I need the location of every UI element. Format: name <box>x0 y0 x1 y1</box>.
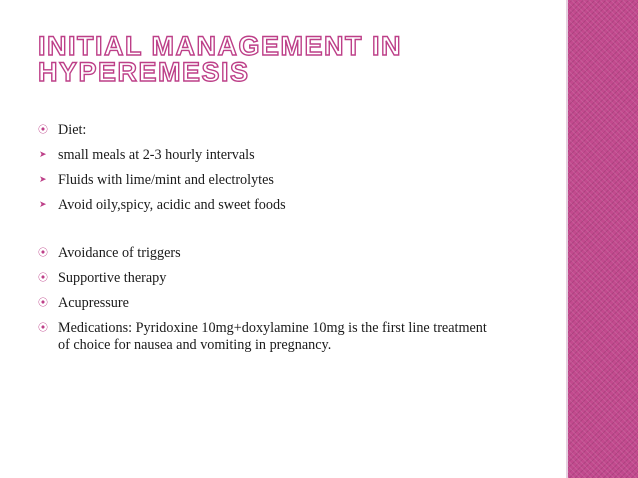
list-item <box>38 122 498 139</box>
circled-dot-bullet-icon: ⦿ <box>38 323 48 334</box>
list-item-text: Medications: Pyridoxine 10mg+doxylamine 10mg is the first line treatment of choice for nausea and vomiting in pregnancy. <box>58 320 487 353</box>
list-item-text: Diet: <box>58 122 87 138</box>
list-item-text: Supportive therapy <box>58 270 167 286</box>
arrowhead-bullet-icon: ➤ <box>39 200 47 210</box>
list-item <box>38 147 498 164</box>
list-item <box>38 197 498 214</box>
list-item <box>38 320 498 354</box>
list-item <box>38 172 498 189</box>
bullet-list <box>38 122 498 354</box>
decorative-side-panel <box>568 0 638 478</box>
list-item-text: Acupressure <box>58 295 129 311</box>
slide-title <box>38 33 418 85</box>
list-item <box>38 295 498 312</box>
arrowhead-bullet-icon: ➤ <box>39 175 47 185</box>
circled-dot-bullet-icon: ⦿ <box>38 125 48 136</box>
list-item-text: small meals at 2-3 hourly intervals <box>58 147 255 163</box>
circled-dot-bullet-icon: ⦿ <box>38 273 48 284</box>
slide-title-line-2: HYPEREMESIS <box>38 57 250 87</box>
arrowhead-bullet-icon: ➤ <box>39 150 47 160</box>
list-item-text: Avoidance of triggers <box>58 245 181 261</box>
list-item-text: Fluids with lime/mint and electrolytes <box>58 172 274 188</box>
list-item-text: Avoid oily,spicy, acidic and sweet foods <box>58 197 286 213</box>
circled-dot-bullet-icon: ⦿ <box>38 298 48 309</box>
list-item <box>38 270 498 287</box>
slide-title-line-1: INITIAL MANAGEMENT IN <box>38 31 402 61</box>
list-item <box>38 245 498 262</box>
circled-dot-bullet-icon: ⦿ <box>38 248 48 259</box>
